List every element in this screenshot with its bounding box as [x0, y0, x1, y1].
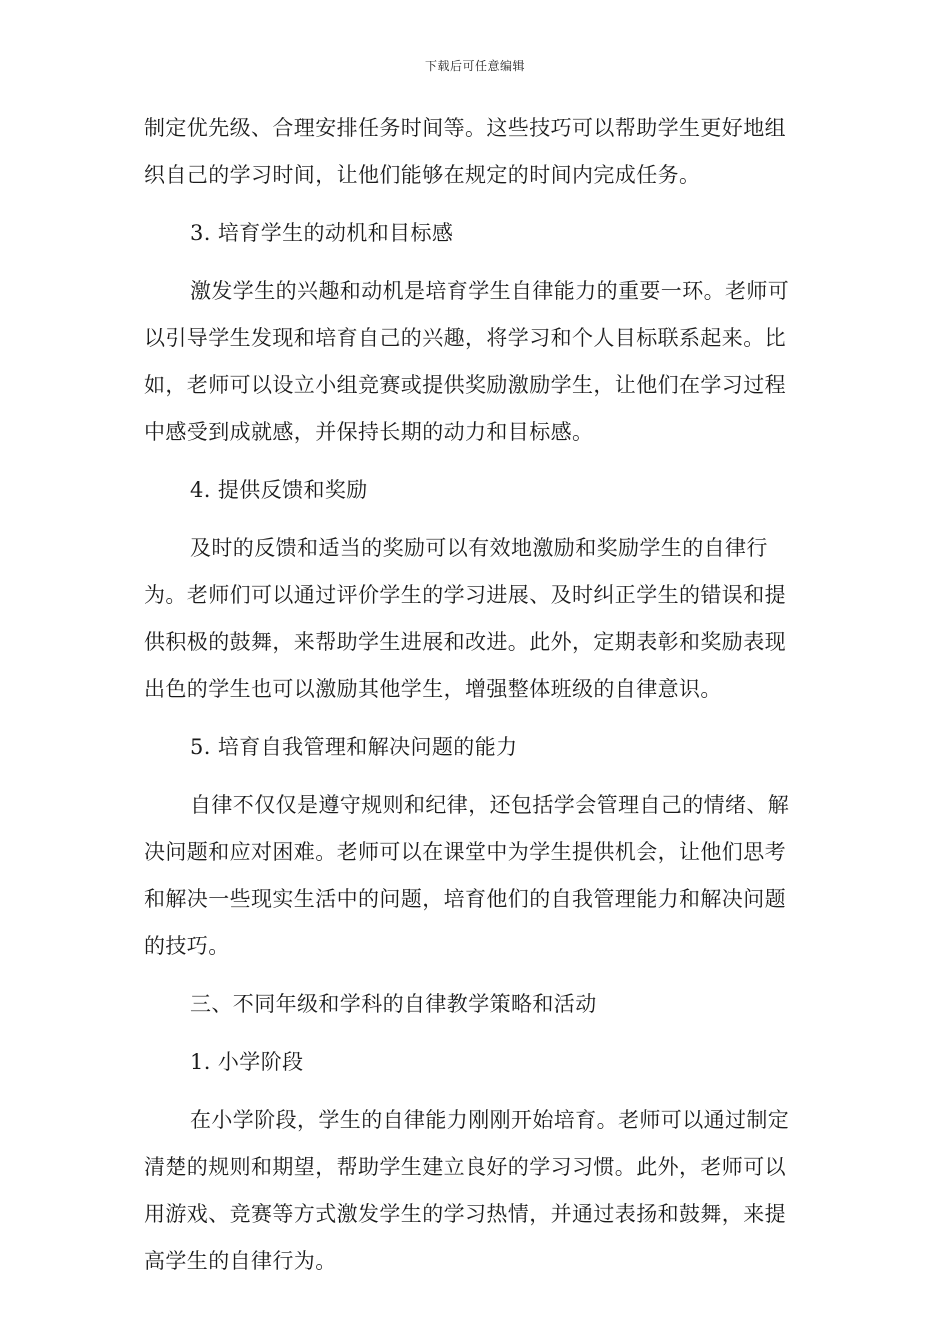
- paragraph-self-management: 自律不仅仅是遵守规则和纪律，还包括学会管理自己的情绪、解决问题和应对困难。老师可以在课堂中为学生提供机会，让他们思考和解决一些现实生活中的问题，培育他们的自我管理能力和解决问题的技巧。: [144, 793, 790, 958]
- document-body: [144, 105, 804, 1296]
- paragraph-motivation-goals: 激发学生的兴趣和动机是培育学生自律能力的重要一环。老师可以引导学生发现和培育自己的兴趣，将学习和个人目标联系起来。比如，老师可以设立小组竞赛或提供奖励激励学生，让他们在学习过程中感受到成就感，并保持长期的动力和目标感。: [144, 279, 790, 444]
- heading-motivation-goals: 3. 培育学生的动机和目标感: [190, 221, 454, 245]
- paragraph-time-management-continued: 制定优先级、合理安排任务时间等。这些技巧可以帮助学生更好地组织自己的学习时间，让他们能够在规定的时间内完成任务。: [144, 116, 786, 187]
- paragraph-feedback-rewards: 及时的反馈和适当的奖励可以有效地激励和奖励学生的自律行为。老师们可以通过评价学生的学习进展、及时纠正学生的错误和提供积极的鼓舞，来帮助学生进展和改进。此外，定期表彰和奖励表现出色的学生也可以激励其他学生，增强整体班级的自律意识。: [144, 536, 786, 701]
- paragraph-primary-school: 在小学阶段，学生的自律能力刚刚开始培育。老师可以通过制定清楚的规则和期望，帮助学生建立良好的学习习惯。此外，老师可以用游戏、竞赛等方式激发学生的学习热情，并通过表扬和鼓舞，来提高学生的自律行为。: [144, 1108, 790, 1273]
- heading-feedback-rewards: 4. 提供反馈和奖励: [190, 478, 368, 502]
- page-header: 下载后可任意编辑: [424, 59, 525, 73]
- section-heading-grade-strategies: 三、不同年级和学科的自律教学策略和活动: [190, 992, 597, 1016]
- heading-self-management: 5. 培育自我管理和解决问题的能力: [190, 735, 518, 759]
- heading-primary-school: 1. 小学阶段: [190, 1050, 304, 1074]
